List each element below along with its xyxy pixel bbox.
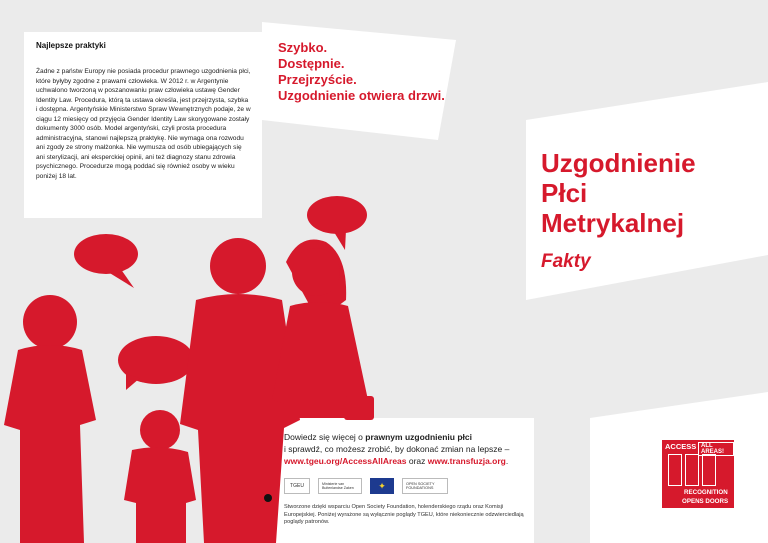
- doors-icon: [668, 454, 716, 486]
- eu-flag-icon: ✦: [370, 478, 394, 494]
- intro-body: Żadne z państw Europy nie posiada procedur prawnego uzgodnienia płci, które byłyby zgodne z prawami człowieka. W 2012 r. w Argentynie uchwalono tworzoną w poszanowaniu praw człowieka ustawę Gender Identity Law. Procedura, którą ta ustawa określa, jest przejrzysta, szybka i dostępna. Argentyńskie Ministerstwo Spraw Wewnętrznych podaje, że w ciągu 12 miesięcy od przyjęcia Gender Identity Law skorygowane zostały dokumenty 3000 osób. Model argentyński, czyli prosta procedura administracyjna, stanowi najlepszą praktykę. Nie wymaga ona rozwodu ani zgody ze strony małżonka. Nie wymusza od osób ubiegających się ani sterylizacji, ani eksperckiej opinii, ani też diagnozy stanu zdrowia psychicznego. Procedurze mogą poddać się również osoby w wieku poniżej 18 lat.: [36, 68, 251, 180]
- logo-all-areas: ALL AREAS!: [698, 442, 734, 456]
- logo-access: ACCESS: [665, 442, 697, 451]
- slogan-2: Dostępnie.: [278, 56, 345, 71]
- title-line-2: Płci: [541, 178, 588, 208]
- sponsor-logos: [284, 478, 448, 494]
- slogan-4: Uzgodnienie otwiera drzwi.: [278, 88, 445, 103]
- title-line-1: Uzgodnienie: [541, 148, 696, 178]
- speech-bubble-3: [118, 336, 194, 390]
- logo-opens-doors: OPENS DOORS: [682, 498, 729, 505]
- info-line-1: [284, 432, 472, 442]
- main-title: [541, 148, 696, 238]
- tgeu-logo: TGEU: [284, 478, 310, 494]
- intro-heading: Najlepsze praktyki: [36, 41, 106, 50]
- access-all-areas-logo: [662, 440, 734, 508]
- link-transfuzja[interactable]: www.transfuzja.org: [427, 456, 506, 466]
- info-oraz: oraz: [406, 456, 428, 466]
- bullet-dot: [264, 494, 272, 502]
- title-line-3: Metrykalnej: [541, 208, 685, 238]
- osf-logo: OPEN SOCIETY FOUNDATIONS: [402, 478, 448, 494]
- info-text-1b: prawnym uzgodnieniu płci: [365, 432, 472, 442]
- info-text-1a: Dowiedz się więcej o: [284, 432, 366, 442]
- slogans: [278, 40, 445, 104]
- subtitle: Fakty: [541, 251, 591, 272]
- info-dot: .: [505, 456, 509, 466]
- info-line-2: i sprawdź, co możesz zrobić, by dokonać zmian na lepsze –: [284, 444, 510, 454]
- footer-note: Stworzone dzięki wsparciu Open Society Foundation, holenderskiego rządu oraz Komisji Europejskiej. Poniżej wyrażone są wyłącznie poglądy TGEU, które niekoniecznie odzwierciedlają poglądy patronów.: [284, 504, 524, 525]
- logo-recognition: RECOGNITION: [684, 489, 728, 496]
- info-line-3: [284, 456, 508, 466]
- ministry-logo: Ministerie van Buitenlandse Zaken: [318, 478, 362, 494]
- link-tgeu[interactable]: www.tgeu.org/AccessAllAreas: [284, 456, 407, 466]
- speech-bubble-1: [74, 234, 138, 288]
- slogan-1: Szybko.: [278, 40, 328, 55]
- slogan-3: Przejrzyście.: [278, 72, 357, 87]
